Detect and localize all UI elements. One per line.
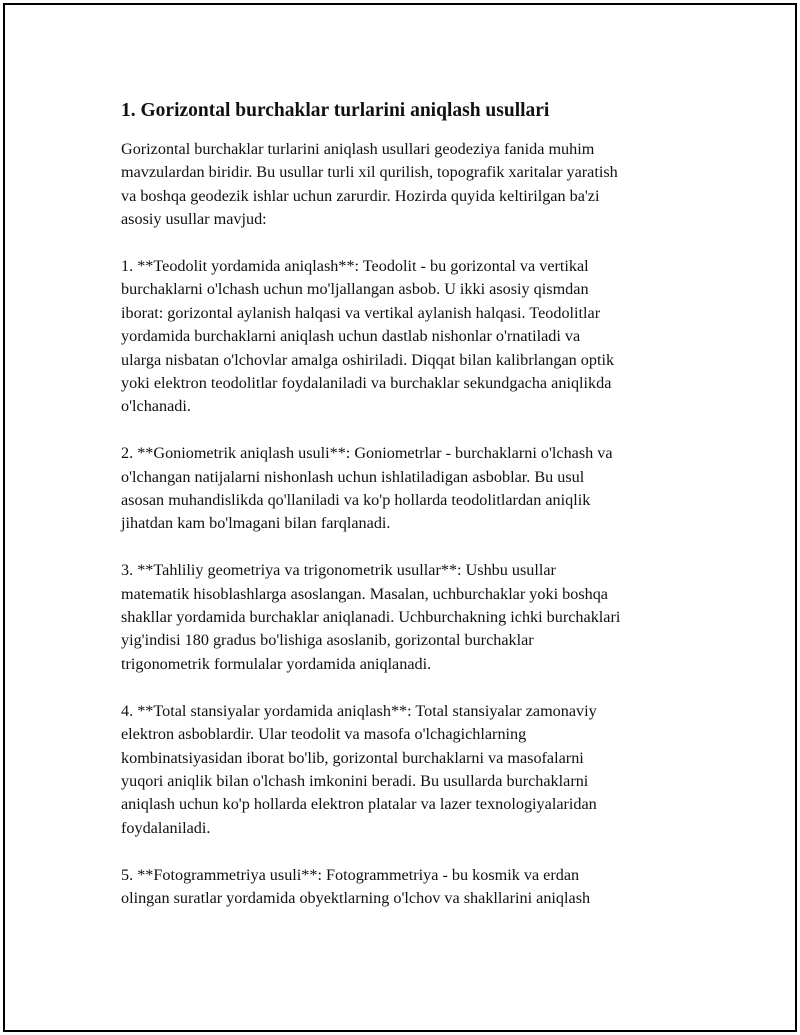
text-line: ularga nisbatan o'lchovlar amalga oshiriladi. Diqqat bilan kalibrlangan optik bbox=[121, 350, 615, 369]
text-line: olingan suratlar yordamida obyektlarning o'lchov va shakllarini aniqlash bbox=[121, 888, 591, 907]
text-line: o'lchangan natijalarni nishonlash uchun ishlatiladigan asboblar. Bu usul bbox=[121, 467, 585, 486]
intro-paragraph bbox=[121, 138, 701, 232]
text-line: yig'indisi 180 gradus bo'lishiga asoslanib, gorizontal burchaklar bbox=[121, 631, 534, 650]
text-line: Gorizontal burchaklar turlarini aniqlash usullari geodeziya fanida muhim bbox=[121, 140, 595, 158]
text-line: asosan muhandislikda qo'llaniladi va ko'p hollarda teodolitlardan aniqlik bbox=[121, 491, 591, 510]
text-line: asosiy usullar mavjud: bbox=[121, 210, 267, 229]
text-line: shakllar yordamida burchaklar aniqlanadi. Uchburchakning ichki burchaklari bbox=[121, 608, 621, 627]
text-line: 5. **Fotogrammetriya usuli**: Fotogrammetriya - bu kosmik va erdan bbox=[121, 865, 580, 884]
list-item-fotogrammetriya bbox=[121, 864, 701, 911]
text-line: o'lchanadi. bbox=[121, 397, 191, 416]
text-line: mavzulardan biridir. Bu usullar turli xil qurilish, topografik xaritalar yaratish bbox=[121, 163, 618, 182]
text-line: 2. **Goniometrik aniqlash usuli**: Goniometrlar - burchaklarni o'lchash va bbox=[121, 444, 613, 463]
text-line: 3. **Tahliliy geometriya va trigonometrik usullar**: Ushbu usullar bbox=[121, 561, 556, 580]
text-line: kombinatsiyasidan iborat bo'lib, gorizontal burchaklarni va masofalarni bbox=[121, 748, 584, 767]
document-page bbox=[3, 3, 797, 1032]
text-line: aniqlash uchun ko'p hollarda elektron platalar va lazer texnologiyalaridan bbox=[121, 795, 597, 814]
section-heading: 1. Gorizontal burchaklar turlarini aniqlash usullari bbox=[121, 100, 550, 121]
text-line: burchaklarni o'lchash uchun mo'ljallangan asbob. U ikki asosiy qismdan bbox=[121, 280, 589, 299]
text-line: matematik hisoblashlarga asoslangan. Masalan, uchburchaklar yoki boshqa bbox=[121, 584, 608, 603]
text-line: iborat: gorizontal aylanish halqasi va vertikal aylanish halqasi. Teodolitlar bbox=[121, 303, 601, 322]
text-line: trigonometrik formulalar yordamida aniqlanadi. bbox=[121, 654, 432, 673]
document-content bbox=[121, 98, 701, 934]
text-line: yuqori aniqlik bilan o'lchash imkonini beradi. Bu usullarda burchaklarni bbox=[121, 771, 589, 790]
text-line: yordamida burchaklarni aniqlash uchun dastlab nishonlar o'rnatiladi va bbox=[121, 327, 581, 346]
list-item-total-stansiya bbox=[121, 700, 701, 840]
text-line: jihatdan kam bo'lmagani bilan farqlanadi. bbox=[121, 514, 391, 533]
list-item-teodolit bbox=[121, 255, 701, 419]
text-line: yoki elektron teodolitlar foydalaniladi va burchaklar sekundgacha aniqlikda bbox=[121, 374, 612, 393]
text-line: foydalaniladi. bbox=[121, 818, 211, 837]
text-line: 4. **Total stansiyalar yordamida aniqlash**: Total stansiyalar zamonaviy bbox=[121, 701, 597, 720]
text-line: 1. **Teodolit yordamida aniqlash**: Teodolit - bu gorizontal va vertikal bbox=[121, 257, 589, 276]
list-item-goniometrik bbox=[121, 442, 701, 536]
text-line: elektron asboblardir. Ular teodolit va masofa o'lchagichlarning bbox=[121, 725, 527, 744]
list-item-trigonometrik bbox=[121, 559, 701, 676]
text-line: va boshqa geodezik ishlar uchun zarurdir. Hozirda quyida keltirilgan ba'zi bbox=[121, 186, 600, 205]
